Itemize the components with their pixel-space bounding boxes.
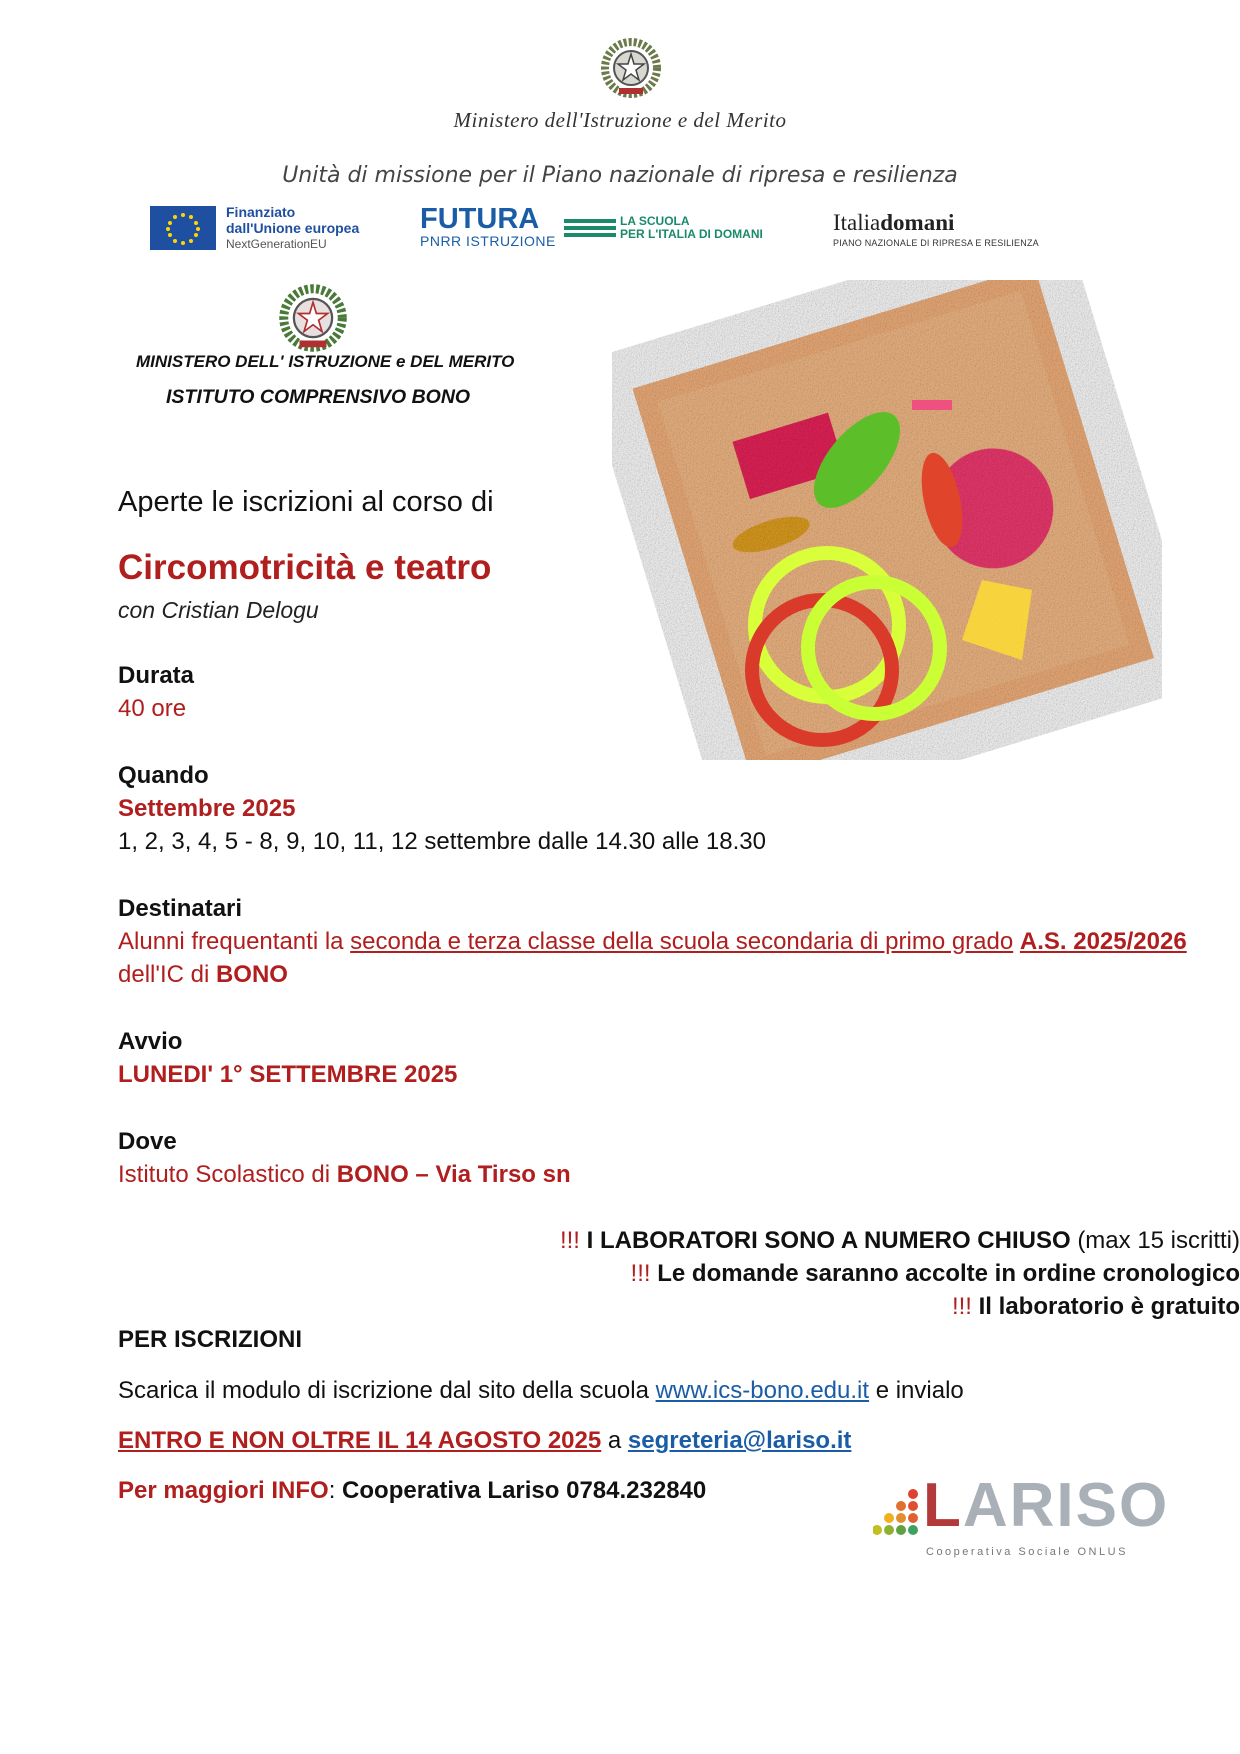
deadline: ENTRO E NON OLTRE IL 14 AGOSTO 2025 [118, 1427, 602, 1454]
italiadomani-sub: PIANO NAZIONALE DI RIPRESA E RESILIENZA [833, 238, 1039, 248]
dest-d: dell'IC di [118, 961, 216, 988]
note2: Le domande saranno accolte in ordine cronologico [657, 1260, 1240, 1287]
republic-emblem-icon [599, 36, 663, 100]
email-link[interactable]: segreteria@lariso.it [627, 1427, 852, 1454]
futura-sub: PNRR ISTRUZIONE [420, 233, 556, 249]
unita-missione: Unità di missione per il Piano nazionale di ripresa e resilienza [282, 163, 958, 188]
course-teacher: con Cristian Delogu [118, 597, 319, 623]
info-label: Per maggiori INFO [118, 1477, 329, 1504]
dest-b: seconda e terza classe della scuola secondaria di primo grado [350, 928, 1014, 955]
avvio-label: Avvio [118, 1028, 183, 1055]
republic-emblem-icon [277, 282, 349, 354]
iscrizioni-label: PER ISCRIZIONI [118, 1326, 303, 1353]
dove-b: BONO – Via Tirso sn [336, 1161, 571, 1188]
quando-detail: 1, 2, 3, 4, 5 - 8, 9, 10, 11, 12 settembre dalle 14.30 alle 18.30 [118, 828, 766, 855]
destinatari-line2 [118, 961, 288, 989]
circus-props-image [612, 280, 1162, 760]
lariso-rest: ARISO [962, 1471, 1170, 1540]
note-cronologico [126, 1260, 1240, 1288]
ministry-heading: Ministero dell'Istruzione e del Merito [453, 108, 787, 132]
iscr-b: e invialo [869, 1377, 964, 1404]
durata-label: Durata [118, 662, 195, 689]
info-line [118, 1477, 706, 1505]
lariso-logo [923, 1470, 1169, 1541]
note1-bold: I LABORATORI SONO A NUMERO CHIUSO [586, 1227, 1071, 1254]
deadline-a: a [601, 1427, 628, 1454]
scuola-line2: PER L'ITALIA DI DOMANI [620, 227, 763, 241]
italia-b: domani [880, 210, 955, 235]
deadline-line [118, 1427, 851, 1455]
dove-value [118, 1161, 571, 1189]
school-website-link[interactable]: www.ics-bono.edu.it [655, 1377, 870, 1404]
info-colon: : [328, 1477, 343, 1504]
eu-line1: Finanziato [226, 204, 296, 220]
ministry-name: MINISTERO DELL' ISTRUZIONE e DEL MERITO [136, 352, 515, 371]
eu-line3: NextGenerationEU [226, 237, 327, 251]
note1-normal: (max 15 iscritti) [1077, 1227, 1240, 1254]
italia-a: Italia [833, 210, 881, 235]
scuola-stripes-icon [564, 217, 616, 241]
scuola-line1: LA SCUOLA [620, 214, 690, 228]
scuola-logo [620, 215, 763, 241]
quando-value: Settembre 2025 [118, 795, 296, 822]
dove-a: Istituto Scolastico di [118, 1161, 337, 1188]
futura-logo: FUTURA [420, 203, 540, 235]
excl-1: !!! [559, 1227, 580, 1254]
iscrizioni-line1 [118, 1377, 964, 1405]
course-title: Circomotricità e teatro [118, 548, 492, 587]
iscr-a: Scarica il modulo di iscrizione dal sito della scuola [118, 1377, 656, 1404]
note3: Il laboratorio è gratuito [978, 1293, 1240, 1320]
lariso-L: L [923, 1471, 963, 1540]
destinatari-line1 [118, 928, 1187, 956]
durata-value: 40 ore [118, 695, 187, 722]
note-numero-chiuso [126, 1227, 1240, 1255]
avvio-value: LUNEDI' 1° SETTEMBRE 2025 [118, 1061, 458, 1088]
eu-flag-icon [150, 206, 216, 250]
quando-label: Quando [118, 762, 209, 789]
lariso-dots-icon [873, 1488, 923, 1536]
dest-a: Alunni frequentanti la [118, 928, 351, 955]
excl-2: !!! [630, 1260, 651, 1287]
institute-name: ISTITUTO COMPRENSIVO BONO [166, 386, 471, 408]
info-value: Cooperativa Lariso 0784.232840 [342, 1477, 707, 1504]
eu-funding-logo [226, 204, 359, 252]
dove-label: Dove [118, 1128, 177, 1155]
italiadomani-logo [833, 210, 954, 236]
excl-3: !!! [951, 1293, 972, 1320]
lariso-sub: Cooperativa Sociale ONLUS [926, 1546, 1128, 1558]
dest-c: A.S. 2025/2026 [1019, 928, 1187, 955]
destinatari-label: Destinatari [118, 895, 243, 922]
dest-e: BONO [215, 961, 288, 988]
course-intro: Aperte le iscrizioni al corso di [118, 486, 494, 518]
eu-line2: dall'Unione europea [226, 220, 360, 236]
note-gratuito [126, 1293, 1240, 1321]
